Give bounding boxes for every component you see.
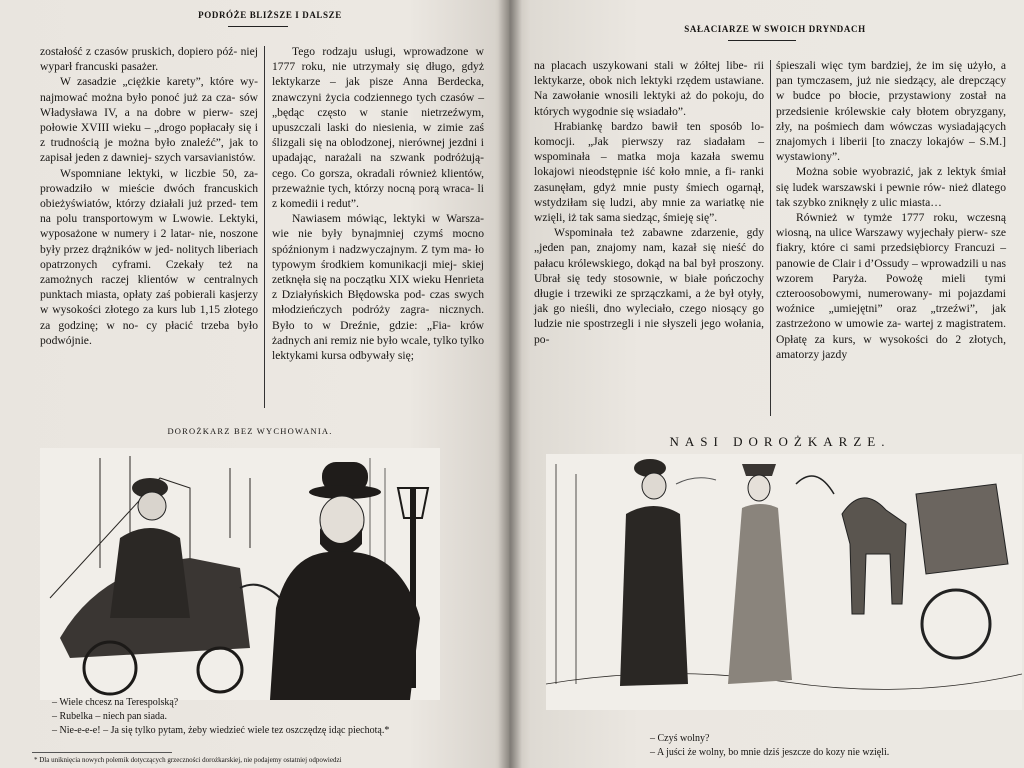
book-gutter: [498, 0, 522, 768]
running-head-right: SAŁACIARZE W SWOICH DRYNDACH: [684, 24, 866, 34]
left-column-2: [272, 44, 484, 410]
paragraph: Nawiasem mówiąc, lektyki w Warsza- wie nie były bynajmniej czymś mocno spóźnionym i nadzwyczajnym. Z tym ma- ło typowym środkiem komunikacji miej- skiej zetknęła się na początku XIX wieku Henrieta z Działyńskich Błędowska pod- czas swych młodzieńczych podróży zagra- nicznych. Było to w Dreźnie, gdzie: „Fia- krów żadnych ani remiz nie było wcale, tylko tylko lektykami kursa odbywały się;: [272, 212, 484, 363]
left-page: [0, 0, 510, 768]
footnote: * Dla uniknięcia nowych polemik dotyczących grzeczności dorożkarskiej, nie podajemy ostatniej odpowiedzi: [34, 756, 342, 764]
left-column-1: [40, 44, 258, 410]
paragraph: W zasadzie „ciężkie karety”, które wy- najmować można było ponoć już za cza- sów Władysława IV, a na dobre w pierw- szej połowie XVIII wieku – „drogo popłacały się i z trudnością je można było znaleźć”, jak to zapisał jeden z dawniej- szych varsavianistów.: [40, 75, 258, 165]
dialogue-line: – A juści że wolny, bo mnie dziś jeszcze do kozy nie wzięli.: [650, 747, 890, 758]
column-rule: [770, 60, 771, 416]
paragraph: Tego rodzaju usługi, wprowadzone w 1777 roku, nie utrzymały się długo, gdyż lektykarze – jak pisze Anna Berdecka, znawczyni życia codziennego tych czasów – „będąc często w stanie nietrzeźwym, upuszczali laski do niesienia, w zimie zaś ślizgali się na oblodzonej, nierównej jezdni i upadając, narażali na szwank podróżują- cego. Co gorsza, okradali również klientów, przeważnie tych, którzy nocną porą wraca- li z komedii i redut”.: [272, 45, 484, 211]
right-page: [510, 0, 1024, 768]
engraving-drawing: [546, 454, 1022, 710]
paragraph: Można sobie wyobrazić, jak z lektyk śmiał się ludek warszawski i pewnie rów- nież dlatego tak szybko zniknęły z ulic miasta…: [776, 165, 1006, 209]
right-column-1: [534, 58, 764, 420]
running-head-left: PODRÓŻE BLIŻSZE I DALSZE: [198, 10, 342, 20]
coachmen-engraving: [546, 454, 1022, 710]
paragraph: zostałość z czasów pruskich, dopiero póź- niej wyparł francuski pasażer.: [40, 45, 258, 74]
dialogue-left: [52, 696, 442, 738]
paragraph: Wspominała też zabawne zdarzenie, gdy „jeden pan, znajomy nam, kazał się nieść do pałacu królewskiego, dokąd na bal był proszony. Ubrał się tedy stosownie, w białe pończochy długie i trzewiki ze sprzączkami, a że był otyły, jak go nieśli, dno wyleciało, czego niosący go ludzie nie spostrzegli i nie słyszeli jego wołania, po-: [534, 226, 764, 346]
engraving-drawing: [40, 448, 440, 700]
dialogue-line: – Czyś wolny?: [650, 733, 710, 744]
column-rule: [264, 46, 265, 408]
paragraph: Wspomniane lektyki, w liczbie 50, za- prowadziło w mieście dwóch francuskich obieżyświatów, którzy działali już przed- tem na polu transportowym w Lwowie. Lektyki, wyposażone w numery i 2 latar- nie, noszone były przez drążników w jed- nolitych liberiach opatrzonych cyframi. Czekały też na zamożnych raczej klientów w centralnych punktach miasta, opłaty zaś pobierali kasjerzy w wysokości złotego za kurs lub 1,15 złotego za godzinę; w no- cy płacić trzeba było podwójnie.: [40, 166, 258, 347]
paragraph: Hrabiankę bardzo bawił ten sposób lo- komocji. „Jak pierwszy raz siadałam – wspominała – matka moja kazała swemu lokajowi nieodstępnie iść koło mnie, a fi- ranki zasunęłam, gdyż mnie pusty śmiech ogarnął, wstydziłam się ludzi, aby mnie za wariatkę nie wzięli, iż tak sama siedząc, śmieję się”.: [534, 119, 764, 225]
paragraph: Również w tymże 1777 roku, wczesną wiosną, na ulice Warszawy wyjechały pierw- sze fiakry, które ci sami przedsiębiorcy Francuzi – panowie de Clair i d’Ossudy – wprowadzili u nas wzorem Paryża. Powożę mieli tymi czteroosobowymi, numerowany- mi pojazdami woźnice „umiejętni” oraz „trzeźwi”, jak zastrzeżono w umowie za- wartej z magistratem. Opłatę za kurs, w wysokości do 2 złotych, amatorzy jazdy: [776, 211, 1006, 361]
right-column-2: [776, 58, 1006, 420]
dialogue-line: – Nie-e-e-e! – Ja się tylko pytam, żeby wiedzieć wiele tez oszczędzę idąc piechotą.*: [52, 725, 390, 736]
running-head-rule-right: [728, 40, 796, 41]
dialogue-right: [650, 732, 1010, 760]
paragraph: śpieszali więc tym bardziej, że im się użyło, a pan tymczasem, już nie siedzący, ale drepczący w budce po błocie, przystawiony został na przedsienie królewskie cały błotem obryzgany, zły, na pośmiech dam wówczas wysiadających znajomych i liberii [to znaczy lokajów – S.M.] wystawiony”.: [776, 59, 1006, 164]
footnote-rule: [32, 752, 172, 753]
paragraph: na placach uszykowani stali w żółtej libe- rii lektykarze, obok nich lektyki rzędem ustawiane. Na zawołanie wnosili lektyki aż do pokoju, do których wygodnie się wsiadało”.: [534, 59, 764, 118]
dialogue-line: – Wiele chcesz na Terespolską?: [52, 697, 179, 708]
running-head-rule-left: [228, 26, 288, 27]
illustration-title-right: NASI DOROŻKARZE.: [669, 434, 891, 449]
coachman-engraving: [40, 448, 440, 700]
dialogue-line: – Rubelka – niech pan siada.: [52, 711, 167, 722]
illustration-title-left: DOROŻKARZ BEZ WYCHOWANIA.: [167, 426, 333, 436]
